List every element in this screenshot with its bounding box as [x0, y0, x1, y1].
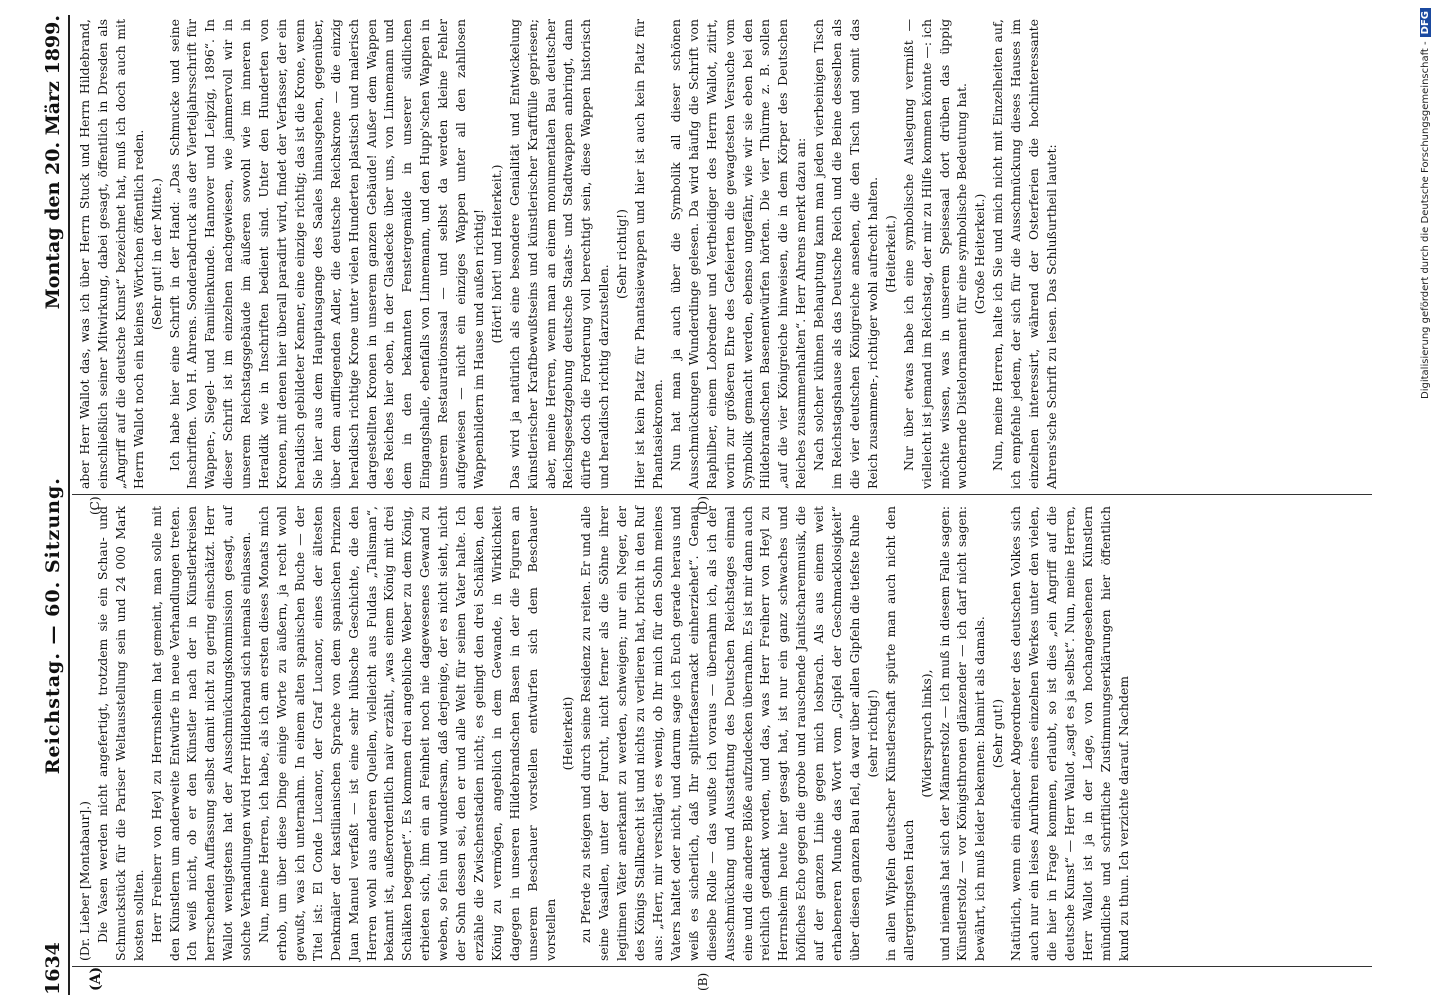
right-column-paragraph: Nur über etwas habe ich eine symbolische Auslegung vermißt — vielleicht ist jemand im Reichstag, der mir zu Hilfe kommen könnte —: ich möchte wissen, was in unserem Speisesaal dort drüben das üppig wuchernde Distelornament für eine symbolische Bedeutung hat. — [900, 19, 970, 489]
right-column-paragraph: Hier ist kein Platz für Phantasiewappen und hier ist auch kein Platz für Phantasiekronen. — [632, 19, 665, 489]
right-column-paragraph: (Sehr richtig!) — [614, 209, 630, 299]
rotated-newspaper-page — [6, 15, 1386, 995]
left-column-paragraph: (Widerspruch links), — [918, 669, 934, 798]
left-column-paragraph: Natürlich, wenn ein einfacher Abgeordneter des deutschen Volkes sich auch nur ein leises Anrühren eines einzelnen Werkes unter den vielen, die hier in Frage kommen, erlaubt, so ist dies „ein Angriff auf die deutsche Kunst“ — Herr Wallot „sagt es ja selbst“. Nun, meine Herren, Herr Wallot ist ja in der Lage, von hochangesehenen Künstlern mündliche und schriftliche Zustimmungserklärungen hier öffentlich kund zu thun. Ich verzichte darauf. Nachdem — [1008, 506, 1131, 961]
left-column-paragraph: Nun, meine Herren, ich habe, als ich am ersten dieses Monats mich erhob, um über diese Dinge einige Worte zu äußern, ja recht wohl gewußt, was ich unternahm. In einem alten spanischen Buche — der Titel ist: El Conde Lucanor, der Graf Lucanor, eines der ältesten Denkmäler der kastilianischen Sprache von dem spanischen Prinzen Juan Manuel verfaßt — ist eine sehr hübsche Geschichte, die den Herren wohl aus anderen Quellen, vielleicht aus Fuldas „Talisman“, bekannt ist, außerordentlich naiv erzählt, „was einem König mit drei Schälken begegnet“. Es kommen drei angebliche Weber zu dem König, erbieten sich, ihm ein an Feinheit noch nie dagewesenes Gewand zu weben, so fein und wundersam, daß derjenige, der es nicht sieht, nicht der Sohn dessen sei, den er und alle Welt für seinen Vater halte. Ich erzähle die Zwischenstadien nicht; es gelingt den drei Schälken, den König zu vermögen, angeblich in dem Gewande, in Wirklichkeit dagegen in unseren Hildebrandschen Basen in der die Figuren an unserem Beschauer vorstellen entwürfen sich dem Beschauer vorstellen — [256, 506, 558, 961]
right-column-paragraph: aber Herr Wallot das, was ich über Herrn Stuck und Herrn Hildebrand, einschließlich seiner Mitwirkung, dabei gesagt, öffentlich in Dresden als „Angriff auf die deutsche Kunst“ bezeichnet hat, muß ich doch auch mit Herrn Wallot noch ein kleines Wörtchen öffentlich reden. — [77, 19, 146, 489]
left-text-column — [76, 506, 1132, 961]
right-column-paragraph: Nun hat man ja auch über die Symbolik all dieser schönen Ausschmückungen Wunderdinge gelesen. Da wird häufig die Schrift von Raphilber, einem Lobredner und Vertheidiger des Herrn Wallot, zitirt, worin zur größeren Ehre des Gefeierten die gewagtesten Versuche vom Symbolik gemacht werden, ebenso ungefähr, wie wir sie eben bei den Hildebrandschen Basenentwürfen hörten. Die vier Thürme z. B. sollen „auf die vier Königreiche hinweisen, die in dem Körper des Deutschen Reiches zusammenhalten“. Herr Ahrens merkt dazu an: — [667, 19, 809, 489]
right-column-paragraph: (Hört! hört! und Heiterkeit.) — [488, 164, 504, 344]
margin-mark-d: (D) — [696, 496, 710, 515]
digitization-credit — [1418, 8, 1434, 992]
credit-text: Digitalisierung gefördert durch die Deutsche Forschungsgemeinschaft - — [1420, 41, 1431, 399]
right-column-paragraph: Ich habe hier eine Schrift in der Hand: „Das Schmucke und seine Inschriften. Von H. Ahrens. Sonderabdruck aus der Vierteljahrsschrift für Wappen-, Siegel- und Familienkunde. Hannover und Leipzig, 1896“. In dieser Schrift ist im einzelnen nachgewiesen, wie jammervoll wir in unserem Reichstagsgebäude im äußeren sowohl wie im inneren in Heraldik wie in Inschriften bedient sind. Unter den Hunderten von Kronen, mit denen hier überall paradirt wird, findet der Verfasser, der ein heraldisch gebildeter Kenner, eine einzige richtig; das ist die Krone, wenn Sie hier aus dem Hauptausgange des Saales hinausgehen, gegenüber, über dem auffliegenden Adler, die deutsche Reichskrone — die einzig heraldisch richtige Krone unter vielen Hunderten plastisch und malerisch dargestellten Kronen in unserem ganzen Gebäude! Außer dem Wappen des Reiches hier oben, in der Glasdecke über uns, von Linnemann und dem in den bekannten Fenstergemälde in unserer südlichen Eingangshalle, ebenfalls von Linnemann, und den Hupp'schen Wappen in unserem Restaurationssaal — und selbst da werden kleine Fehler aufgewiesen — nicht ein einziges Wappen unter all den zahllosen Wappenbildern im Hause und außen richtig! — [166, 19, 486, 489]
left-column-paragraph: zu Pferde zu steigen und durch seine Residenz zu reiten. Er und alle seine Vasallen, unter der Furcht, nicht ferner als die Söhne ihrer legitimen Väter anerkannt zu werden, schweigen; nur ein Neger, der des Königs Stallknecht ist und nichts zu verlieren hat, bricht in den Ruf aus: „Herr, mir verschlägt es wenig, ob Ihr mich für den Sohn meines Vaters haltet oder nicht, und darum sage ich Euch gerade heraus und weiß es sicherlich, daß Ihr splitterfasernackt einherziehet“. Genau dieselbe Rolle — das wußte ich voraus — übernahm ich, als ich der Ausschmückung und Ausstattung des Deutschen Reichstages einmal eine und die andere Blöße aufzudecken übernahm. Es ist mir dann auch reichlich gedankt worden, und das, was Herr Freiherr von Heyl zu Herrnsheim heute hier gesagt hat, ist nur ein ganz schwaches und höfliches Echo gegen die grobe und rauschende Janitscharenmusik, die auf der ganzen Linie gegen mich losbrach. Als aus einem weit erhabeneren Munde das Wort vom „Gipfel der Geschmacklosigkeit“ über diesen ganzen Bau fiel, da war über allen Gipfeln die tiefste Ruhe — [578, 506, 862, 961]
left-margin-rule — [72, 966, 1372, 967]
column-divider — [72, 494, 1372, 495]
page-header — [24, 15, 64, 995]
margin-mark-b: (B) — [696, 972, 710, 991]
header-rule — [68, 15, 70, 995]
right-column-paragraph: (Sehr gut! in der Mitte.) — [148, 177, 164, 331]
margin-mark-a: (A) — [88, 966, 104, 991]
right-column-paragraph: Nun, meine Herren, halte ich Sie und mich nicht mit Einzelheiten auf, ich empfehle jedem, der sich für die Ausschmückung dieses Hauses im einzelnen interessirt, während der Osterferien die hochinteressante Ahrens'sche Schrift zu lesen. Das Schlußurtheil lautet: — [990, 19, 1059, 489]
left-column-paragraph: in allen Wipfeln deutscher Künstlerschaft spürte man auch nicht den allergeringsten Hauch — [882, 506, 916, 961]
left-column-paragraph: (sehr richtig!) — [864, 689, 880, 778]
session-title: Reichstag. — 60. Sitzung. — [42, 477, 64, 775]
right-column-paragraph: Nach solcher kühnen Behauptung kann man jeden vierbeinigen Tisch im Reichstagshause als das Deutsche Reich und die Beine desselben als die vier deutschen Königreiche ansehen, die den Tisch und somit das Reich zusammen-, richtiger wohl aufrecht halten. — [811, 19, 880, 489]
margin-mark-c: (C) — [88, 496, 102, 515]
right-column-paragraph: Das wird ja natürlich als eine besondere Genialität und Entwickelung künstlerischer Kraftbewußtseins und künstlerischer Kraftfülle gepriesen; aber, meine Herren, wenn man an einem monumentalen Bau deutscher Reichsgesetzgebung deutsche Staats- und Stadtwappen anbringt, dann dürfte doch die Forderung voll berechtigt sein, diese Wappen historisch und heraldisch richtig darzustellen. — [506, 19, 612, 489]
left-column-paragraph: Herr Freiherr von Heyl zu Herrnsheim hat gemeint, man solle mit den Künstlern um anderweite Entwürfe in neue Verhandlungen treten. Ich weiß nicht, ob er den Künstler nach der in Künstlerkreisen herrschenden Auffassung selbst damit nicht zu gering einschätzt. Herr Wallot wenigstens hat der Ausschmückungskommission gesagt, auf solche Verhandlungen wird Herr Hildebrand sich niemals einlassen. — [148, 506, 254, 961]
left-column-paragraph: und niemals hat sich der Männerstolz — ich muß in diesem Falle sagen: Künstlerstolz — vor Königsthronen glänzender — ich darf nicht sagen: bewährt, ich muß leider bekennen: blamirt als damals. — [936, 506, 988, 961]
right-column-paragraph: (Große Heiterkeit.) — [972, 193, 988, 315]
left-column-paragraph: (Heiterkeit) — [560, 696, 576, 771]
session-date: Montag den 20. März 1899. — [42, 15, 64, 310]
right-column-paragraph: (Heiterkeit.) — [882, 215, 898, 293]
page-number: 1634 — [42, 942, 64, 995]
left-column-paragraph: Die Vasen werden nicht angefertigt, trotzdem sie ein Schau- und Schmuckstück für die Pariser Weltausstellung sein und 24 000 Mark kosten sollten. — [94, 506, 146, 961]
right-text-column — [76, 19, 1061, 489]
left-column-paragraph: (Sehr gut!) — [990, 698, 1006, 769]
left-column-paragraph: (Dr. Lieber [Montabaur].) — [77, 800, 92, 961]
dfg-logo: DFG — [1420, 8, 1431, 37]
